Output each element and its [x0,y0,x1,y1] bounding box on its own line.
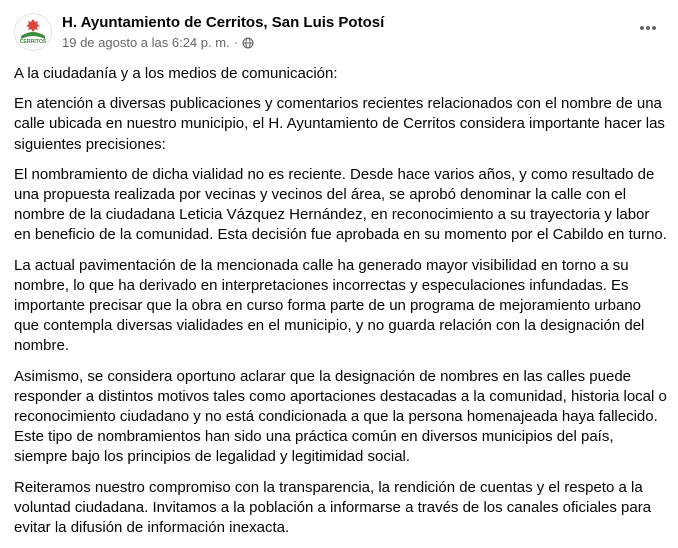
globe-icon[interactable] [242,37,254,49]
page-name-link[interactable]: H. Ayuntamiento de Cerritos, San Luis Potosí [62,14,385,31]
post-paragraph: Asimismo, se considera oportuno aclarar que la designación de nombres en las calles puede responder a distintos motivos tales como aportaciones destacadas a la comunidad, historia local o reconocimiento ciudadano y no está condicionada a que la persona homenajeada haya fallecido. Este tipo de nombramientos han sido una práctica común en diversos municipios del país, siempre bajo los principios de legalidad y legitimidad social. [14,367,667,466]
post-body [14,64,668,548]
post-paragraph: El nombramiento de dicha vialidad no es reciente. Desde hace varios años, y como resultado de una propuesta realizada por vecinas y vecinos del área, se aprobó denominar la calle con el nombre de la ciudadana Leticia Vázquez Hernández, en reconocimiento a su trayectoria y labor en beneficio de la comunidad. Esta decisión fue aprobada en su momento por el Cabildo en turno. [14,165,667,244]
avatar[interactable] [14,13,52,51]
post-paragraph: A la ciudadanía y a los medios de comunicación: [14,65,338,82]
post-header [14,12,664,52]
post-paragraph: En atención a diversas publicaciones y comentarios recientes relacionados con el nombre de una calle ubicada en nuestro municipio, el H. Ayuntamiento de Cerritos considera importante hacer las siguientes precisiones: [14,95,665,153]
post-timestamp[interactable]: 19 de agosto a las 6:24 p. m. [62,35,230,50]
post-paragraph: La actual pavimentación de la mencionada calle ha generado mayor visibilidad en torno a su nombre, lo que ha derivado en interpretaciones incorrectas y especulaciones infundadas. Es importante precisar que la obra en curso forma parte de un programa de mejoramiento urbano que contempla diversas vialidades en el municipio, y no guarda relación con la designación del nombre. [14,256,645,355]
cerritos-logo-icon [15,14,51,50]
meta-separator: · [233,35,239,50]
more-options-icon[interactable] [634,18,662,38]
post-meta [62,35,254,50]
post-paragraph: Reiteramos nuestro compromiso con la transparencia, la rendición de cuentas y el respeto a la voluntad ciudadana. Invitamos a la población a informarse a través de los canales oficiales para evitar la difusión de información inexacta. [14,478,652,537]
avatar-logo-text: CERRITOS [19,39,47,45]
